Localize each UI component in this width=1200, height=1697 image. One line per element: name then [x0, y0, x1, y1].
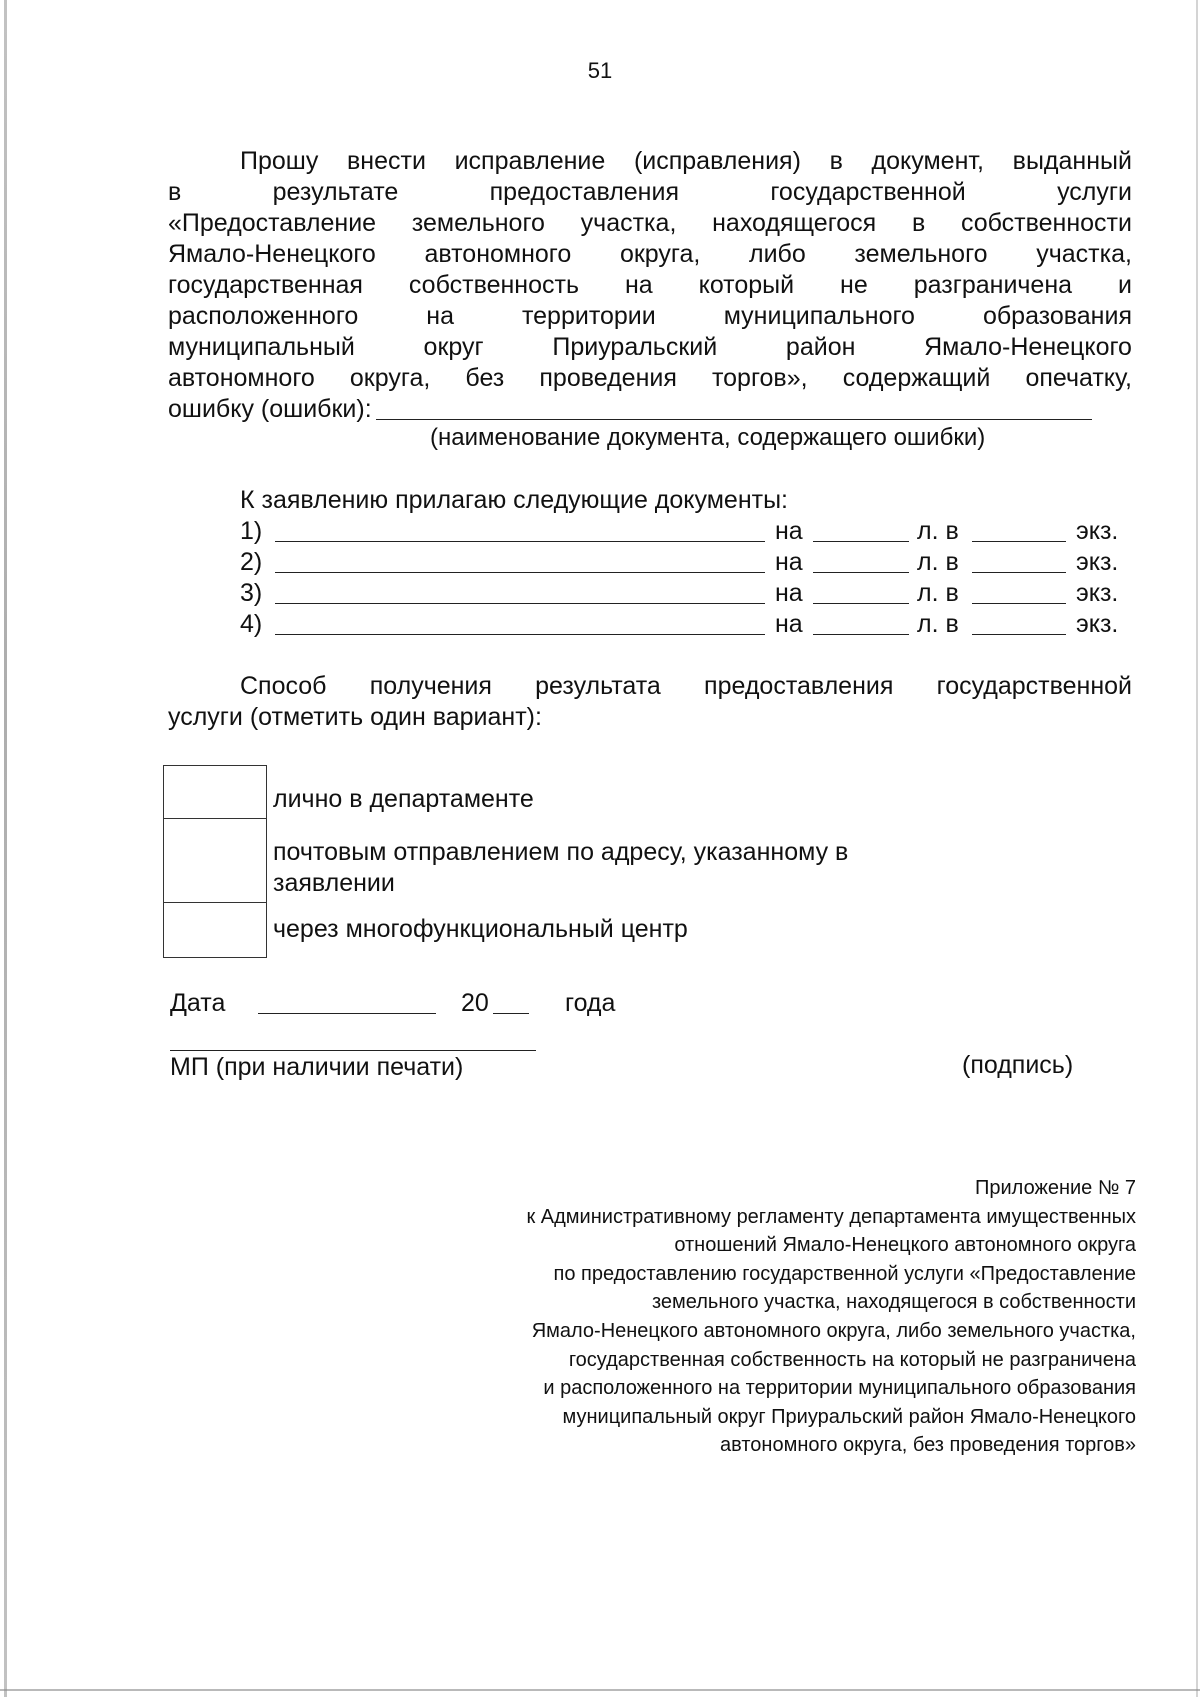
attachment-number: 4)	[240, 610, 263, 638]
request-line-6-text: расположенного на территории муниципального образования	[168, 302, 1132, 330]
request-line-5-text: государственная собственность на который не разграничена и	[168, 271, 1132, 299]
attachment-sheets-label: л. в	[917, 610, 959, 638]
request-line-2-text: в результате предоставления государственной услуги	[168, 178, 1132, 206]
attachment-copies-field[interactable]	[972, 548, 1066, 573]
year-field[interactable]	[493, 989, 529, 1014]
request-line-5	[168, 270, 1132, 301]
attachment-row	[240, 517, 1120, 548]
signature-line[interactable]	[170, 1050, 536, 1051]
error-document-caption: (наименование документа, содержащего ошибки)	[430, 424, 986, 451]
attachment-copies-label: экз.	[1076, 610, 1119, 638]
option-checkbox-in-person[interactable]	[163, 765, 267, 819]
attachment-on-label: на	[775, 610, 803, 638]
error-document-field[interactable]	[376, 419, 1092, 420]
page-number: 51	[587, 58, 613, 83]
attachments-intro: К заявлению прилагаю следующие документы:	[240, 486, 788, 514]
request-line-3-text: «Предоставление земельного участка, находящегося в собственности	[168, 209, 1132, 237]
error-document-line	[168, 394, 1132, 425]
year-prefix: 20	[461, 989, 489, 1017]
attachment-copies-field[interactable]	[972, 579, 1066, 604]
attachment-copies-label: экз.	[1076, 517, 1119, 545]
scan-left-edge	[4, 0, 7, 1697]
appendix-line: по предоставлению государственной услуги «Предоставление	[553, 1262, 1136, 1285]
appendix-line: отношений Ямало-Ненецкого автономного округа	[674, 1234, 1136, 1257]
error-document-label: ошибку (ошибки):	[168, 395, 372, 423]
appendix-line: земельного участка, находящегося в собственности	[651, 1291, 1136, 1314]
signature-label: (подпись)	[962, 1051, 1074, 1079]
attachment-on-label: на	[775, 579, 803, 607]
attachment-sheets-field[interactable]	[813, 517, 909, 542]
attachment-copies-field[interactable]	[972, 517, 1066, 542]
attachment-name-field[interactable]	[275, 579, 765, 604]
option-checkbox-mfc[interactable]	[163, 902, 267, 958]
delivery-intro-line-1	[168, 671, 1132, 702]
scan-bottom-edge	[0, 1689, 1200, 1691]
request-line-6	[168, 301, 1132, 332]
request-line-3	[168, 208, 1132, 239]
attachment-sheets-label: л. в	[917, 517, 959, 545]
attachment-copies-label: экз.	[1076, 548, 1119, 576]
delivery-intro	[168, 671, 1132, 733]
option-label-mfc: через многофункциональный центр	[273, 915, 688, 943]
attachment-name-field[interactable]	[275, 548, 765, 573]
appendix-line: автономного округа, без проведения торгов»	[720, 1434, 1136, 1457]
attachment-row	[240, 548, 1120, 579]
delivery-intro-line-1-text: Способ получения результата предоставления государственной	[240, 672, 1132, 700]
appendix-line: государственная собственность на который не разграничена	[568, 1348, 1136, 1371]
attachment-sheets-field[interactable]	[813, 579, 909, 604]
option-label-by-mail: почтовым отправлением по адресу, указанному в заявлении	[273, 838, 849, 897]
appendix-line: муниципальный округ Приуральский район Ямало-Ненецкого	[562, 1405, 1136, 1428]
date-label: Дата	[170, 989, 226, 1017]
attachment-name-field[interactable]	[275, 517, 765, 542]
date-field[interactable]	[258, 989, 436, 1014]
request-line-8	[168, 363, 1132, 394]
option-label-in-person: лично в департаменте	[273, 785, 534, 813]
attachment-sheets-field[interactable]	[813, 610, 909, 635]
request-line-8-text: автономного округа, без проведения торгов», содержащий опечатку,	[168, 364, 1132, 392]
attachment-number: 3)	[240, 579, 263, 607]
request-line-7-text: муниципальный округ Приуральский район Ямало-Ненецкого	[168, 333, 1132, 361]
attachment-row	[240, 610, 1120, 641]
request-line-2	[168, 177, 1132, 208]
year-suffix: года	[565, 989, 616, 1017]
attachment-sheets-label: л. в	[917, 548, 959, 576]
attachment-name-field[interactable]	[275, 610, 765, 635]
appendix-line: Приложение № 7	[975, 1177, 1136, 1199]
request-line-4	[168, 239, 1132, 270]
attachment-sheets-label: л. в	[917, 579, 959, 607]
attachment-copies-field[interactable]	[972, 610, 1066, 635]
appendix-header	[336, 1174, 1136, 1460]
appendix-line: к Административному регламенту департамента имущественных	[526, 1205, 1136, 1228]
attachment-copies-label: экз.	[1076, 579, 1119, 607]
request-line-1-text: Прошу внести исправление (исправления) в документ, выданный	[240, 147, 1132, 175]
attachment-on-label: на	[775, 517, 803, 545]
request-line-7	[168, 332, 1132, 363]
appendix-line: Ямало-Ненецкого автономного округа, либо земельного участка,	[531, 1319, 1136, 1342]
appendix-line: и расположенного на территории муниципального образования	[543, 1377, 1136, 1400]
attachment-row	[240, 579, 1120, 610]
request-line-4-text: Ямало-Ненецкого автономного округа, либо земельного участка,	[168, 240, 1132, 268]
attachment-sheets-field[interactable]	[813, 548, 909, 573]
attachment-on-label: на	[775, 548, 803, 576]
request-line-1	[168, 146, 1132, 177]
stamp-label: МП (при наличии печати)	[170, 1053, 464, 1081]
attachment-number: 2)	[240, 548, 263, 576]
scan-right-edge	[1196, 0, 1198, 1697]
attachment-number: 1)	[240, 517, 263, 545]
delivery-intro-line-2: услуги (отметить один вариант):	[168, 703, 542, 731]
request-paragraph	[168, 146, 1132, 425]
option-checkbox-by-mail[interactable]	[163, 818, 267, 903]
